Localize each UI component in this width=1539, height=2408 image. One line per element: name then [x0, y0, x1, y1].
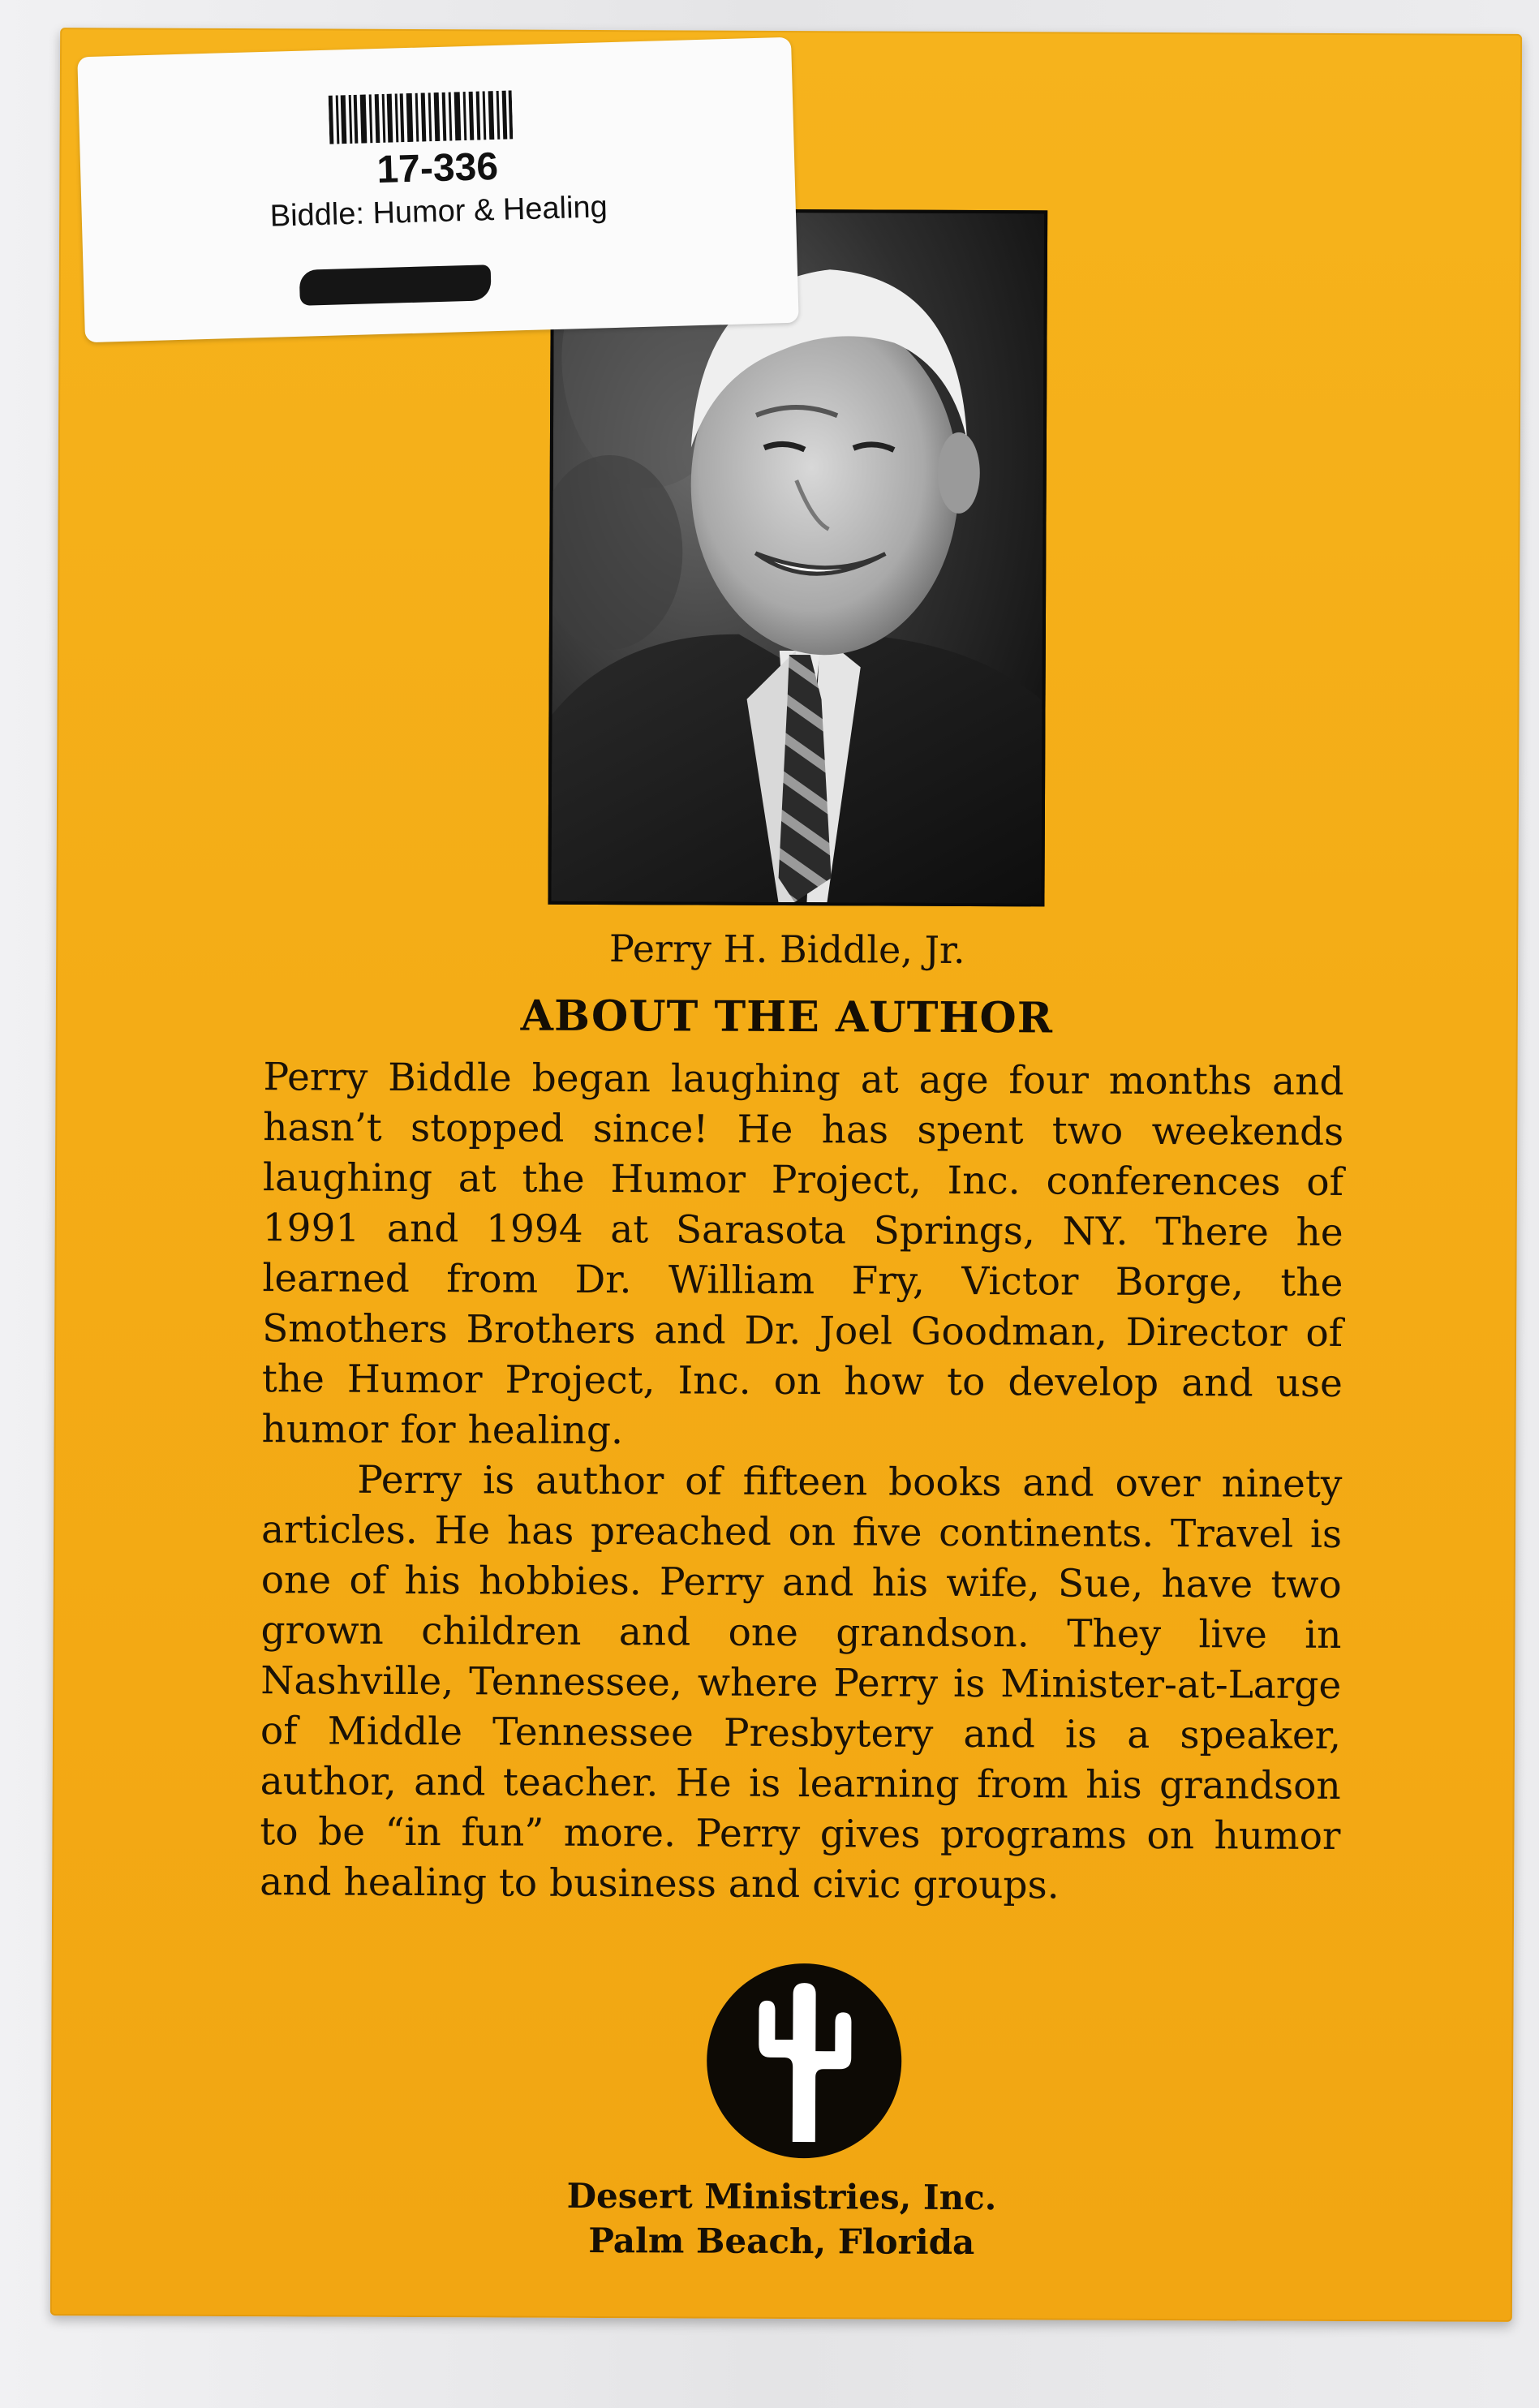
publisher-name: Desert Ministries, Inc.: [566, 2175, 997, 2218]
publisher-location: Palm Beach, Florida: [588, 2220, 975, 2263]
inventory-code: 17-336: [376, 144, 499, 192]
section-heading: ABOUT THE AUTHOR: [520, 991, 1054, 1043]
cactus-icon: [705, 1962, 904, 2161]
inventory-title: Biddle: Humor & Healing: [269, 190, 608, 234]
author-biography: [260, 1052, 1344, 1912]
bio-paragraph: Perry is author of fifteen books and over ninety articles. He has preached on five continents. Travel is one of his hobbies. Perry and his wife, Sue, have two grown children and one grandson. They live in Nashville, Tennessee, where Perry is Minister-at-Large of Middle Tennessee Presbytery and is a speaker, author, and teacher. He is learning from his grandson to be “in fun” more. Perry gives programs on humor and healing to business and civic groups.: [260, 1457, 1343, 1908]
inventory-sticker: [77, 37, 798, 342]
redacted-mark: [299, 264, 492, 306]
photo-caption: Perry H. Biddle, Jr.: [608, 927, 965, 972]
book-back-cover: [50, 28, 1522, 2322]
barcode-icon: [329, 90, 514, 144]
bio-paragraph: Perry Biddle began laughing at age four months and hasn’t stopped since! He has spent two weekends laughing at the Humor Project, Inc. conferences of 1991 and 1994 at Sarasota Springs, NY. There he learned from Dr. William Fry, Victor Borge, the Smothers Brothers and Dr. Joel Goodman, Director of the Humor Project, Inc. on how to develop and use humor for healing.: [261, 1055, 1344, 1454]
